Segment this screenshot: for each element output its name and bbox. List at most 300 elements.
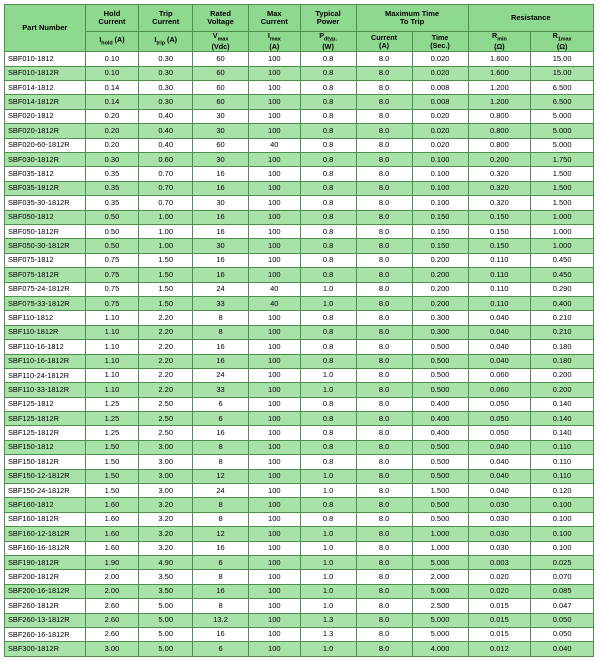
specifications-table	[4, 4, 594, 657]
unit-resistance-max	[531, 32, 594, 52]
cell-value: 2.00	[85, 584, 139, 598]
cell-value: 0.110	[531, 455, 594, 469]
cell-value: 100	[249, 455, 301, 469]
cell-value: 1.0	[300, 527, 356, 541]
cell-value: 60	[193, 66, 249, 80]
cell-value: 1.0	[300, 584, 356, 598]
cell-value: 8.0	[356, 498, 412, 512]
cell-value: 0.110	[531, 469, 594, 483]
cell-value: 8.0	[356, 282, 412, 296]
cell-value: 8.0	[356, 296, 412, 310]
cell-value: 0.800	[468, 138, 531, 152]
cell-value: 3.00	[85, 642, 139, 656]
cell-part-number: SBF050-30-1812R	[5, 239, 86, 253]
cell-value: 3.20	[139, 541, 193, 555]
cell-value: 100	[249, 642, 301, 656]
table-row	[5, 613, 594, 627]
cell-value: 8.0	[356, 268, 412, 282]
cell-part-number: SBF020-1812	[5, 109, 86, 123]
header-rated-voltage	[193, 5, 249, 32]
cell-value: 1.50	[139, 282, 193, 296]
cell-value: 0.8	[300, 196, 356, 210]
cell-value: 8.0	[356, 412, 412, 426]
cell-value: 1.0	[300, 599, 356, 613]
cell-value: 0.8	[300, 181, 356, 195]
cell-value: 1.60	[85, 541, 139, 555]
cell-value: 8.0	[356, 383, 412, 397]
cell-value: 100	[249, 124, 301, 138]
cell-value: 8	[193, 512, 249, 526]
cell-value: 100	[249, 95, 301, 109]
cell-value: 8.0	[356, 66, 412, 80]
cell-value: 0.8	[300, 498, 356, 512]
cell-value: 0.015	[468, 613, 531, 627]
cell-value: 0.100	[412, 196, 468, 210]
cell-value: 0.070	[531, 570, 594, 584]
cell-value: 15.00	[531, 52, 594, 66]
cell-value: 8.0	[356, 469, 412, 483]
cell-value: 16	[193, 253, 249, 267]
cell-value: 8	[193, 570, 249, 584]
cell-value: 0.100	[412, 167, 468, 181]
cell-value: 16	[193, 541, 249, 555]
cell-value: 0.30	[139, 95, 193, 109]
cell-value: 1.0	[300, 469, 356, 483]
cell-value: 0.040	[468, 340, 531, 354]
cell-value: 2.20	[139, 340, 193, 354]
cell-value: 0.150	[468, 224, 531, 238]
cell-value: 0.70	[139, 196, 193, 210]
cell-part-number: SBF035-1812R	[5, 181, 86, 195]
cell-value: 0.320	[468, 167, 531, 181]
cell-value: 4.000	[412, 642, 468, 656]
unit-subscript: min	[497, 36, 507, 43]
cell-part-number: SBF110-33-1812R	[5, 383, 86, 397]
cell-value: 5.000	[412, 613, 468, 627]
cell-value: 0.40	[139, 109, 193, 123]
table-row	[5, 340, 594, 354]
cell-part-number: SBF010-1812R	[5, 66, 86, 80]
cell-value: 0.500	[412, 512, 468, 526]
cell-value: 100	[249, 210, 301, 224]
cell-value: 0.020	[412, 138, 468, 152]
cell-value: 100	[249, 383, 301, 397]
header-max-time-line2: To Trip	[399, 17, 425, 26]
cell-value: 0.110	[468, 296, 531, 310]
cell-value: 8.0	[356, 325, 412, 339]
cell-value: 3.50	[139, 584, 193, 598]
cell-value: 24	[193, 282, 249, 296]
table-row	[5, 570, 594, 584]
cell-value: 1.600	[468, 66, 531, 80]
cell-value: 0.100	[531, 512, 594, 526]
cell-part-number: SBF150-1812R	[5, 455, 86, 469]
cell-value: 0.200	[412, 253, 468, 267]
cell-part-number: SBF035-1812	[5, 167, 86, 181]
cell-value: 0.150	[468, 210, 531, 224]
table-header	[5, 5, 594, 52]
cell-value: 1.10	[85, 368, 139, 382]
unit-trip-current-a	[356, 32, 412, 52]
cell-value: 8.0	[356, 484, 412, 498]
table-row	[5, 239, 594, 253]
cell-part-number: SBF125-1812R	[5, 412, 86, 426]
cell-value: 0.150	[412, 224, 468, 238]
cell-value: 1.50	[139, 253, 193, 267]
cell-part-number: SBF020-60-1812R	[5, 138, 86, 152]
table-row	[5, 426, 594, 440]
cell-value: 0.040	[531, 642, 594, 656]
table-row	[5, 210, 594, 224]
header-typical-power-line1: Typical	[315, 8, 341, 18]
cell-value: 0.30	[139, 66, 193, 80]
cell-value: 0.050	[531, 627, 594, 641]
cell-value: 8.0	[356, 196, 412, 210]
cell-value: 0.800	[468, 109, 531, 123]
cell-value: 1.750	[531, 153, 594, 167]
header-max-time-to-trip	[356, 5, 468, 32]
cell-value: 100	[249, 527, 301, 541]
cell-value: 1.60	[85, 527, 139, 541]
cell-value: 0.040	[468, 440, 531, 454]
header-hold-current-line2: Current	[98, 17, 126, 26]
cell-value: 0.210	[531, 311, 594, 325]
cell-value: 0.70	[139, 167, 193, 181]
unit-subscript: dtyp.	[324, 36, 337, 43]
cell-value: 0.50	[85, 239, 139, 253]
unit-text: (A)	[165, 34, 178, 44]
table-row	[5, 354, 594, 368]
cell-value: 1.0	[300, 555, 356, 569]
cell-value: 0.30	[139, 52, 193, 66]
cell-value: 0.8	[300, 81, 356, 95]
table-row	[5, 325, 594, 339]
cell-value: 0.8	[300, 440, 356, 454]
cell-value: 30	[193, 109, 249, 123]
cell-value: 0.8	[300, 167, 356, 181]
cell-value: 2.50	[139, 412, 193, 426]
unit-symbol: Time	[431, 32, 449, 42]
table-row	[5, 555, 594, 569]
cell-part-number: SBF125-1812R	[5, 426, 86, 440]
cell-value: 100	[249, 469, 301, 483]
cell-value: 0.60	[139, 153, 193, 167]
header-resistance: Resistance	[468, 5, 593, 32]
cell-value: 1.0	[300, 541, 356, 555]
cell-value: 0.110	[531, 440, 594, 454]
cell-value: 3.50	[139, 570, 193, 584]
table-row	[5, 253, 594, 267]
cell-value: 100	[249, 196, 301, 210]
cell-value: 2.50	[139, 426, 193, 440]
cell-value: 1.60	[85, 512, 139, 526]
unit-rated-voltage	[193, 32, 249, 52]
cell-value: 0.500	[412, 455, 468, 469]
cell-value: 15.00	[531, 66, 594, 80]
unit-trip-current	[139, 32, 193, 52]
cell-value: 0.20	[85, 109, 139, 123]
cell-value: 2.60	[85, 599, 139, 613]
header-rated-voltage-line1: Rated	[210, 8, 231, 18]
cell-part-number: SBF110-16-1812R	[5, 354, 86, 368]
cell-value: 0.140	[531, 426, 594, 440]
cell-value: 0.35	[85, 196, 139, 210]
cell-value: 1.00	[139, 224, 193, 238]
cell-value: 0.060	[468, 368, 531, 382]
cell-value: 8.0	[356, 124, 412, 138]
cell-value: 0.500	[412, 340, 468, 354]
cell-value: 0.50	[85, 224, 139, 238]
unit-symbol: R	[491, 31, 498, 40]
cell-value: 100	[249, 368, 301, 382]
header-hold-current-line1: Hold	[103, 8, 121, 18]
cell-value: 8.0	[356, 455, 412, 469]
cell-value: 1.0	[300, 368, 356, 382]
table-row	[5, 311, 594, 325]
cell-value: 0.20	[85, 124, 139, 138]
cell-value: 1.10	[85, 325, 139, 339]
header-row-units	[5, 32, 594, 52]
cell-value: 0.8	[300, 412, 356, 426]
cell-value: 1.000	[531, 239, 594, 253]
cell-value: 0.30	[139, 81, 193, 95]
cell-value: 8.0	[356, 642, 412, 656]
cell-value: 0.200	[412, 296, 468, 310]
cell-value: 0.320	[468, 196, 531, 210]
cell-value: 2.20	[139, 368, 193, 382]
cell-value: 0.030	[468, 541, 531, 555]
cell-value: 8.0	[356, 440, 412, 454]
cell-value: 0.8	[300, 138, 356, 152]
cell-value: 16	[193, 210, 249, 224]
cell-value: 3.00	[139, 455, 193, 469]
cell-value: 0.040	[468, 469, 531, 483]
cell-value: 8.0	[356, 253, 412, 267]
cell-value: 16	[193, 167, 249, 181]
header-max-current-line2: Current	[260, 17, 288, 26]
cell-part-number: SBF260-16-1812R	[5, 627, 86, 641]
cell-value: 16	[193, 627, 249, 641]
cell-value: 1.0	[300, 642, 356, 656]
cell-value: 8.0	[356, 570, 412, 584]
table-row	[5, 167, 594, 181]
cell-value: 0.40	[139, 124, 193, 138]
table-row	[5, 66, 594, 80]
cell-part-number: SBF160-16-1812R	[5, 541, 86, 555]
cell-value: 0.020	[468, 570, 531, 584]
cell-value: 0.40	[139, 138, 193, 152]
cell-value: 30	[193, 196, 249, 210]
table-row	[5, 455, 594, 469]
cell-value: 8.0	[356, 210, 412, 224]
cell-part-number: SBF110-1812	[5, 311, 86, 325]
cell-value: 100	[249, 52, 301, 66]
cell-value: 2.20	[139, 325, 193, 339]
header-typical-power-line2: Power	[316, 17, 340, 26]
cell-value: 0.8	[300, 109, 356, 123]
cell-value: 1.10	[85, 354, 139, 368]
cell-part-number: SBF075-33-1812R	[5, 296, 86, 310]
cell-value: 0.003	[468, 555, 531, 569]
cell-value: 33	[193, 296, 249, 310]
cell-part-number: SBF110-24-1812R	[5, 368, 86, 382]
cell-value: 1.50	[85, 455, 139, 469]
unit-subscript: trip	[156, 40, 166, 47]
cell-value: 100	[249, 268, 301, 282]
cell-value: 1.500	[531, 167, 594, 181]
table-row	[5, 138, 594, 152]
cell-value: 1.500	[412, 484, 468, 498]
cell-value: 0.200	[531, 368, 594, 382]
table-row	[5, 109, 594, 123]
cell-value: 0.8	[300, 325, 356, 339]
cell-value: 24	[193, 484, 249, 498]
cell-value: 0.030	[468, 498, 531, 512]
cell-value: 1.0	[300, 570, 356, 584]
cell-value: 8.0	[356, 368, 412, 382]
header-typical-power	[300, 5, 356, 32]
cell-value: 0.030	[468, 527, 531, 541]
cell-value: 100	[249, 66, 301, 80]
cell-value: 1.3	[300, 627, 356, 641]
cell-value: 3.00	[139, 484, 193, 498]
cell-value: 8.0	[356, 340, 412, 354]
cell-value: 1.0	[300, 484, 356, 498]
cell-value: 0.400	[531, 296, 594, 310]
cell-value: 0.14	[85, 81, 139, 95]
cell-value: 8.0	[356, 95, 412, 109]
table-row	[5, 498, 594, 512]
cell-value: 0.75	[85, 268, 139, 282]
cell-value: 0.500	[412, 383, 468, 397]
cell-value: 0.50	[85, 210, 139, 224]
cell-part-number: SBF050-1812R	[5, 224, 86, 238]
cell-value: 0.8	[300, 512, 356, 526]
cell-value: 100	[249, 570, 301, 584]
cell-value: 100	[249, 498, 301, 512]
cell-value: 0.800	[468, 124, 531, 138]
cell-value: 16	[193, 584, 249, 598]
cell-value: 100	[249, 412, 301, 426]
cell-value: 0.8	[300, 153, 356, 167]
table-body	[5, 52, 594, 656]
cell-value: 0.008	[412, 81, 468, 95]
cell-value: 0.8	[300, 455, 356, 469]
cell-value: 1.0	[300, 282, 356, 296]
cell-value: 6	[193, 642, 249, 656]
cell-value: 8.0	[356, 239, 412, 253]
cell-value: 0.100	[412, 181, 468, 195]
table-row	[5, 397, 594, 411]
unit-subscript: max	[217, 36, 229, 43]
cell-value: 60	[193, 138, 249, 152]
cell-value: 0.050	[468, 412, 531, 426]
cell-value: 0.020	[412, 124, 468, 138]
cell-value: 0.200	[531, 383, 594, 397]
cell-value: 8.0	[356, 138, 412, 152]
cell-value: 1.00	[139, 210, 193, 224]
cell-value: 33	[193, 383, 249, 397]
cell-value: 0.025	[531, 555, 594, 569]
cell-value: 8	[193, 599, 249, 613]
cell-value: 0.8	[300, 52, 356, 66]
unit-typical-power	[300, 32, 356, 52]
cell-value: 0.050	[531, 613, 594, 627]
cell-part-number: SBF110-1812R	[5, 325, 86, 339]
cell-value: 8.0	[356, 109, 412, 123]
cell-value: 0.047	[531, 599, 594, 613]
unit-symbol: P	[319, 31, 324, 40]
cell-value: 2.60	[85, 613, 139, 627]
table-row	[5, 95, 594, 109]
cell-value: 0.030	[468, 512, 531, 526]
cell-value: 0.8	[300, 210, 356, 224]
cell-value: 8.0	[356, 81, 412, 95]
cell-value: 0.8	[300, 426, 356, 440]
cell-value: 24	[193, 368, 249, 382]
cell-part-number: SBF190-1812R	[5, 555, 86, 569]
cell-value: 0.320	[468, 181, 531, 195]
cell-value: 100	[249, 512, 301, 526]
cell-value: 1.10	[85, 340, 139, 354]
cell-part-number: SBF260-13-1812R	[5, 613, 86, 627]
cell-value: 0.140	[531, 412, 594, 426]
table-row	[5, 584, 594, 598]
header-trip-current	[139, 5, 193, 32]
unit-symbol: I	[99, 34, 102, 44]
cell-value: 0.8	[300, 397, 356, 411]
cell-value: 30	[193, 124, 249, 138]
cell-value: 8.0	[356, 426, 412, 440]
cell-value: 0.8	[300, 311, 356, 325]
cell-value: 0.8	[300, 66, 356, 80]
cell-value: 2.500	[412, 599, 468, 613]
header-max-current	[249, 5, 301, 32]
cell-value: 2.20	[139, 311, 193, 325]
cell-value: 1.50	[139, 268, 193, 282]
cell-value: 100	[249, 555, 301, 569]
cell-value: 0.120	[531, 484, 594, 498]
cell-value: 0.110	[468, 268, 531, 282]
cell-value: 40	[249, 296, 301, 310]
header-max-time-line1: Maximum Time	[385, 8, 440, 18]
unit-text: (Vdc)	[211, 42, 230, 52]
table-row	[5, 153, 594, 167]
cell-value: 60	[193, 95, 249, 109]
cell-value: 0.110	[468, 253, 531, 267]
cell-value: 0.040	[468, 455, 531, 469]
cell-value: 1.200	[468, 95, 531, 109]
cell-value: 8	[193, 498, 249, 512]
cell-value: 0.400	[412, 412, 468, 426]
cell-part-number: SBF075-1812R	[5, 268, 86, 282]
cell-value: 0.020	[468, 584, 531, 598]
cell-value: 0.050	[468, 397, 531, 411]
cell-value: 60	[193, 81, 249, 95]
cell-value: 0.110	[468, 282, 531, 296]
cell-value: 1.50	[85, 484, 139, 498]
cell-value: 0.050	[468, 426, 531, 440]
cell-value: 5.00	[139, 599, 193, 613]
cell-part-number: SBF014-1812R	[5, 95, 86, 109]
cell-value: 0.210	[531, 325, 594, 339]
table-row	[5, 469, 594, 483]
cell-value: 1.0	[300, 296, 356, 310]
cell-part-number: SBF110-16-1812	[5, 340, 86, 354]
cell-value: 8.0	[356, 167, 412, 181]
cell-value: 16	[193, 224, 249, 238]
unit-text: (Ω)	[494, 42, 505, 52]
